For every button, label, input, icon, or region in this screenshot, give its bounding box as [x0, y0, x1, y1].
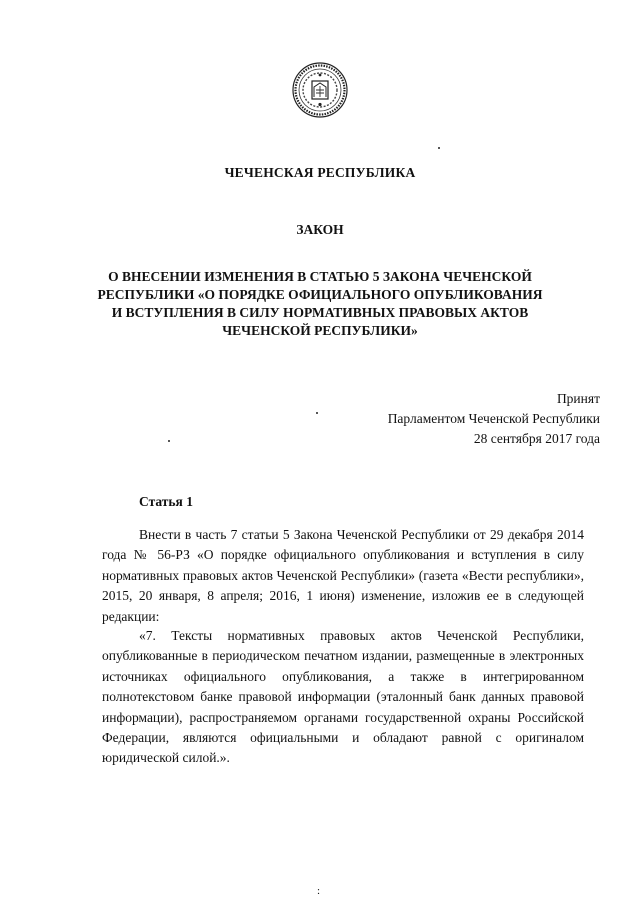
- law-heading: ЗАКОН: [296, 222, 344, 237]
- scan-speck: [316, 412, 318, 414]
- article-paragraph: Внести в часть 7 статьи 5 Закона Чеченской Республики от 29 декабря 2014 года № 56-РЗ «О порядке официального опубликования и вступления в силу нормативных правовых актов Чеченской Республики» (газета «Вести республики», 2015, 20 января, 8 апреля; 2016, 1 июня) изменение, изложив ее в следующей редакции:: [102, 527, 584, 624]
- adoption-body: Парламентом Чеченской Республики: [387, 411, 600, 426]
- republic-heading: ЧЕЧЕНСКАЯ РЕСПУБЛИКА: [224, 165, 416, 180]
- law-title: [60, 268, 580, 340]
- coat-of-arms-emblem: [292, 62, 348, 118]
- adoption-status: Принят: [556, 391, 600, 406]
- adoption-block: [388, 389, 600, 449]
- scan-speck: [168, 440, 170, 442]
- law-title-line: О ВНЕСЕНИИ ИЗМЕНЕНИЯ В СТАТЬЮ 5 ЗАКОНА ЧЕЧЕНСКОЙ: [108, 269, 532, 284]
- law-title-line: РЕСПУБЛИКИ «О ПОРЯДКЕ ОФИЦИАЛЬНОГО ОПУБЛИКОВАНИЯ: [97, 287, 543, 302]
- page-mark: :: [317, 885, 321, 897]
- scan-speck: [438, 147, 440, 149]
- article-paragraph: «7. Тексты нормативных правовых актов Чеченской Республики, опубликованные в периодическом печатном издании, размещенные в электронных источниках официального опубликования, а также в интегрированном полнотекстовом банке правовой информации (эталонный банк данных правовой информации), распространяемом органами государственной охраны Российской Федерации, являются официальными и обладают равной с оригиналом юридической силой.».: [102, 628, 584, 766]
- law-title-line: И ВСТУПЛЕНИЯ В СИЛУ НОРМАТИВНЫХ ПРАВОВЫХ АКТОВ: [111, 305, 529, 320]
- article-heading: Статья 1: [139, 494, 193, 509]
- adoption-date: 28 сентября 2017 года: [473, 431, 600, 446]
- law-title-line: ЧЕЧЕНСКОЙ РЕСПУБЛИКИ»: [222, 323, 418, 338]
